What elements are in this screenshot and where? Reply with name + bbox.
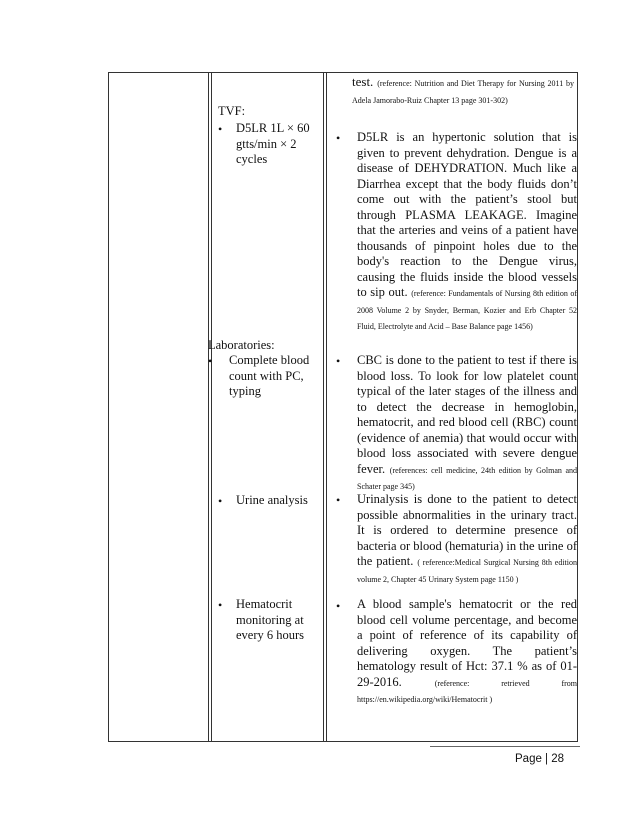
- row-heading: Laboratories:: [208, 338, 275, 352]
- bullet-icon: •: [336, 354, 341, 368]
- bullet-icon: •: [218, 122, 223, 136]
- rationale-text: CBC is done to the patient to test if there is blood loss. To look for low platelet count typical of the later stages of the illness and to detect the decrease in hemoglobin, hematocrit, and red blood cell (RBC) count (evidence of anemia) that would occur with blood loss associated with severe dengue fever. (references: cell medicine, 24th edition by Golman and Schater page 345): [357, 353, 577, 491]
- footer-rule: [430, 746, 580, 747]
- column-divider: [208, 72, 209, 742]
- page-number: Page | 28: [515, 753, 565, 765]
- bullet-icon: •: [208, 354, 213, 368]
- bullet-icon: •: [336, 599, 341, 613]
- intervention-text: Urine analysis: [236, 493, 308, 507]
- column-divider: [326, 72, 327, 742]
- rationale-continuation: test. (reference: Nutrition and Diet Therapy for Nursing 2011 by Adela Jamorabo-Ruiz Chapter 13 page 301-302): [352, 74, 575, 105]
- bullet-icon: •: [336, 493, 341, 507]
- column-divider: [323, 72, 324, 742]
- bullet-icon: •: [218, 598, 223, 612]
- intervention-text: Hematocrit monitoring at every 6 hours: [236, 597, 305, 642]
- bullet-icon: •: [218, 494, 223, 508]
- row-heading: TVF:: [218, 104, 246, 118]
- intervention-text: D5LR 1L × 60 gtts/min × 2 cycles: [236, 121, 310, 166]
- rationale-text: D5LR is an hypertonic solution that is given to prevent dehydration. Dengue is a disease of DEHYDRATION. Much like a Diarrhea except that the body fluids don’t come out with the patient’s stool but through PLASMA LEAKAGE. Imagine that the arteries and veins of a patient have thousands of pinpoint holes due to the body's reaction to the Dengue virus, causing the fluids inside the blood vessels to sip out. (reference: Fundamentals of Nursing 8th edition of 2008 Volume 2 by Snyder, Berman, Kozier and Erb Chapter 52 Fluid, Electrolyte and Acid – Base Balance page 1456): [357, 130, 578, 331]
- bullet-icon: •: [336, 131, 341, 145]
- rationale-text: Urinalysis is done to the patient to detect possible abnormalities in the urinary tract. It is ordered to determine presence of bacteria or blood (hematuria) in the urine of the patient. ( reference:Medical Surgical Nursing 8th edition volume 2, Chapter 45 Urinary System page 1150 ): [357, 492, 577, 584]
- rationale-text: A blood sample's hematocrit or the red blood cell volume percentage, and become a point of reference of its capability of delivering oxygen. The patient’s hematology result of Hct: 37.1 % as of 01-29-2016. (reference: retrieved from https://en.wikipedia.org/wiki/Hematocrit ): [357, 597, 578, 704]
- intervention-text: Complete blood count with PC, typing: [229, 353, 310, 398]
- column-divider: [211, 72, 212, 742]
